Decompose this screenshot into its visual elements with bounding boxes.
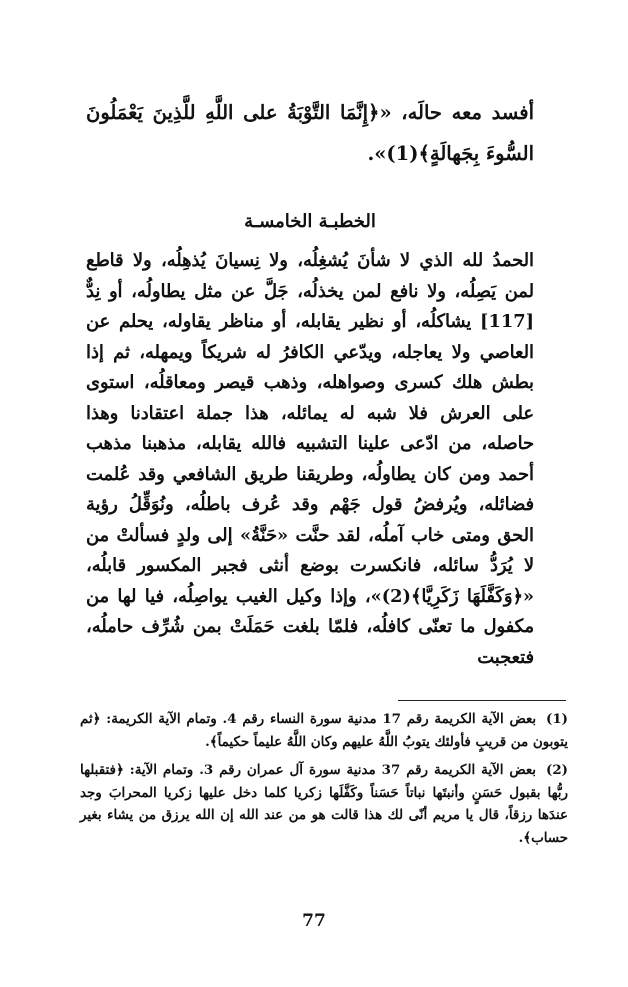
sermon-paragraph: الحمدُ لله الذي لا شأنَ يُشغِلُه، ولا نِسيانَ يُذهِلُه، ولا قاطع لمن يَصِلُه، ولا نافع لمن يخذلُه، جَلَّ عن مثل يطاولُه، أو نِدٌّ [117] يشاكلُه، أو نظير يقابله، أو مناظر يقاوله، يحلم عن العاصي ولا يعاجله، ويدّعي الكافرُ له شريكاً ويمهله، ثم إذا بطش هلك كسرى وصواهله، وذهب قيصر ومعاقلُه، استوى على العرش فلا شبه له يمائله، هذا جملة اعتقادنا وهذا حاصله، من ادّعى علينا التشبيه فالله يقابله، مذهبنا مذهب أحمد ومن كان يطاولُه، وطريقنا طريق الشافعي وقد عُلمت فضائله، ويُرفضُ قول جَهْم وقد عُرف باطلُه، ونُوَقِّلُ رؤية الحق ومتى خاب آملُه، لقد حنَّت «حَنَّةُ» إلى ولدٍ فسألتْ من لا يُرَدُّ سائله، فانكسرت بوضع أنثى فجبر المكسور قابلُه، «﴿وَكَفَّلَهَا زَكَرِيَّا﴾(2)»، وإذا وكيل الغيب يواصِلُه، فيا لها من مكفول ما تعنّى كافلُه، فلمّا بلغت حَمَلَتْ بمن شُرِّف حاملُه، فتعجبت [86, 250, 534, 668]
page-number: 77 [302, 911, 326, 931]
footnote-2 [80, 759, 568, 849]
footnotes [80, 708, 568, 855]
footnote-divider [398, 700, 566, 701]
footnote-number: (1) [545, 711, 568, 727]
footnote-text: بعض الآية الكريمة رقم 37 مدنية سورة آل عمران رقم 3. وتمام الآية: ﴿فتقبلها ربُّها بقبول حَسَنٍ وأنبتَها نباتاً حَسَناً وكَفَّلَها زكريا كلما دخل عليها زكريا المحرابَ وجد عندَها رزقاً، قال يا مريم أنّى لك هذا قالت هو من عند الله إن الله يرزق من يشاء بغير حساب﴾. [80, 762, 568, 846]
footnote-1 [80, 708, 568, 753]
section-heading: الخطبـة الخامسـة [244, 211, 376, 232]
sermon-body [86, 246, 534, 673]
intro-paragraph: أفسد معه حالَه، «﴿إِنَّمَا التَّوْبَةُ على اللَّهِ للَّذِينَ يَعْمَلُونَ السُّوءَ بِجَهالَةٍ﴾(1)». [86, 101, 534, 165]
intro-paragraph-block [86, 92, 534, 174]
footnote-number: (2) [545, 762, 568, 778]
footnote-text: بعض الآية الكريمة رقم 17 مدنية سورة النساء رقم 4. وتمام الآية الكريمة: ﴿ثم يتوبون من قريبٍ فأولئك يتوبُ اللَّهُ عليهم وكان اللَّهُ عليماً حكيماً﴾. [80, 711, 568, 750]
